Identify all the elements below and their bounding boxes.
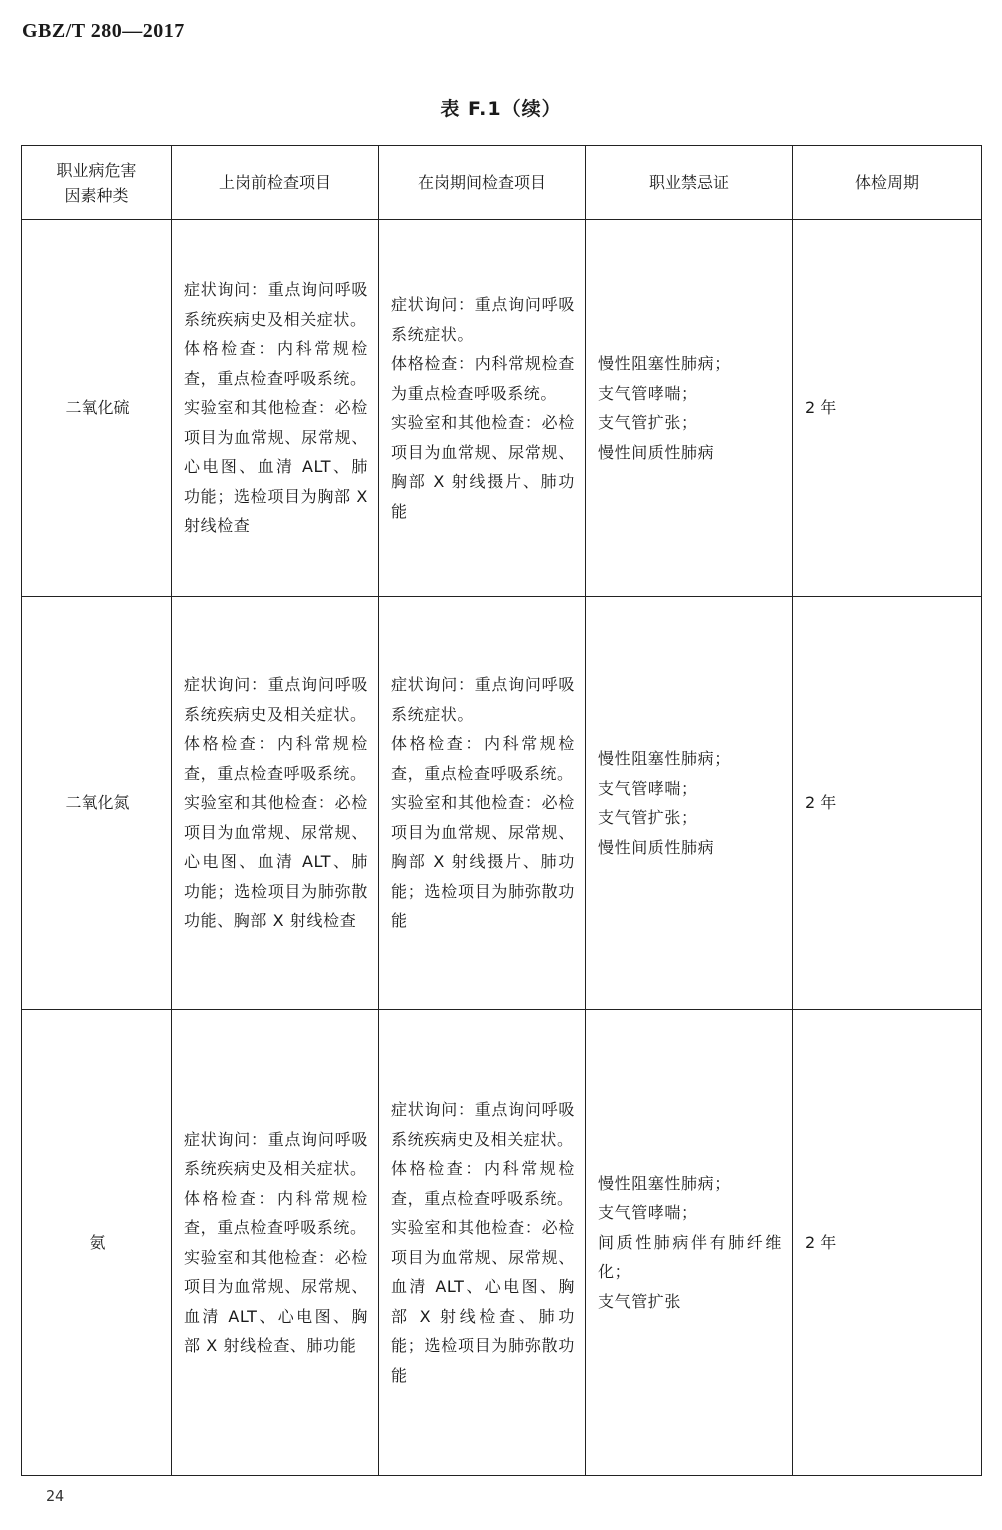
pre-job-cell (172, 597, 379, 1010)
contraindication-item: 慢性间质性肺病 (598, 837, 715, 857)
period-cell: 2 年 (793, 1010, 982, 1476)
column-header-on-job: 在岗期间检查项目 (379, 146, 586, 220)
pre-job-item: 症状询问：重点询问呼吸系统疾病史及相关症状。 (184, 1129, 368, 1178)
column-header-factor (22, 146, 172, 220)
contraindications-cell (586, 597, 793, 1010)
on-job-item: 体格检查：内科常规检查为重点检查呼吸系统。 (391, 354, 575, 403)
column-header-contraindications: 职业禁忌证 (586, 146, 793, 220)
factor-cell: 二氧化硫 (22, 220, 172, 597)
on-job-cell (379, 1010, 586, 1476)
pre-job-cell (172, 1010, 379, 1476)
pre-job-item: 实验室和其他检查：必检项目为血常规、尿常规、血清 ALT、心电图、胸部 X 射线检查、肺功能 (184, 1247, 368, 1355)
period-cell: 2 年 (793, 597, 982, 1010)
pre-job-item: 实验室和其他检查：必检项目为血常规、尿常规、心电图、血清 ALT、肺功能；选检项目为胸部 X 射线检查 (184, 398, 368, 536)
on-job-item: 实验室和其他检查：必检项目为血常规、尿常规、血清 ALT、心电图、胸部 X 射线检查、肺功能；选检项目为肺弥散功能 (391, 1218, 575, 1385)
pre-job-item: 症状询问：重点询问呼吸系统疾病史及相关症状。 (184, 675, 368, 724)
on-job-cell (379, 220, 586, 597)
pre-job-cell (172, 220, 379, 597)
header-row (22, 146, 982, 220)
health-surveillance-table (21, 145, 982, 1476)
contraindication-item: 支气管扩张； (598, 808, 698, 827)
column-header-factor-line: 因素种类 (64, 185, 129, 205)
contraindication-item: 支气管哮喘； (598, 383, 698, 403)
on-job-item: 体格检查：内科常规检查，重点检查呼吸系统。 (391, 734, 575, 783)
contraindication-item: 支气管扩张； (598, 413, 698, 432)
table-row-sulfur-dioxide (22, 220, 982, 597)
pre-job-item: 体格检查：内科常规检查，重点检查呼吸系统。 (184, 1188, 368, 1237)
standard-code: GBZ/T 280—2017 (22, 20, 185, 42)
on-job-item: 实验室和其他检查：必检项目为血常规、尿常规、胸部 X 射线摄片、肺功能；选检项目为肺弥散功能 (391, 793, 575, 931)
contraindication-item: 慢性间质性肺病 (598, 442, 715, 462)
on-job-item: 症状询问：重点询问呼吸系统疾病史及相关症状。 (391, 1100, 575, 1149)
contraindications-cell (586, 1010, 793, 1476)
contraindications-cell (586, 220, 793, 597)
column-header-period: 体检周期 (793, 146, 982, 220)
table-row-nitrogen-dioxide (22, 597, 982, 1010)
pre-job-item: 实验室和其他检查：必检项目为血常规、尿常规、心电图、血清 ALT、肺功能；选检项目为肺弥散功能、胸部 X 射线检查 (184, 793, 368, 931)
on-job-item: 症状询问：重点询问呼吸系统症状。 (391, 295, 575, 344)
table-title: 表 F.1（续） (440, 98, 562, 120)
column-header-pre-job: 上岗前检查项目 (172, 146, 379, 220)
on-job-item: 体格检查：内科常规检查，重点检查呼吸系统。 (391, 1159, 575, 1208)
pre-job-item: 体格检查：内科常规检查，重点检查呼吸系统。 (184, 734, 368, 783)
on-job-item: 症状询问：重点询问呼吸系统症状。 (391, 675, 575, 724)
page-number: 24 (46, 1487, 65, 1505)
column-header-factor-line: 职业病危害 (56, 160, 137, 180)
table-row-ammonia (22, 1010, 982, 1476)
contraindication-item: 慢性阻塞性肺病； (598, 1173, 731, 1193)
contraindication-item: 慢性阻塞性肺病； (598, 354, 731, 373)
on-job-cell (379, 597, 586, 1010)
on-job-item: 实验室和其他检查：必检项目为血常规、尿常规、胸部 X 射线摄片、肺功能 (391, 413, 575, 521)
factor-cell: 氨 (22, 1010, 172, 1476)
contraindication-item: 慢性阻塞性肺病； (598, 749, 731, 768)
period-cell: 2 年 (793, 220, 982, 597)
pre-job-item: 体格检查：内科常规检查，重点检查呼吸系统。 (184, 339, 368, 388)
contraindication-item: 支气管哮喘； (598, 778, 698, 798)
pre-job-item: 症状询问：重点询问呼吸系统疾病史及相关症状。 (184, 280, 368, 329)
contraindication-item: 间质性肺病伴有肺纤维化； (598, 1232, 782, 1282)
contraindication-item: 支气管哮喘； (598, 1203, 698, 1223)
factor-cell: 二氧化氮 (22, 597, 172, 1010)
contraindication-item: 支气管扩张 (598, 1291, 682, 1311)
